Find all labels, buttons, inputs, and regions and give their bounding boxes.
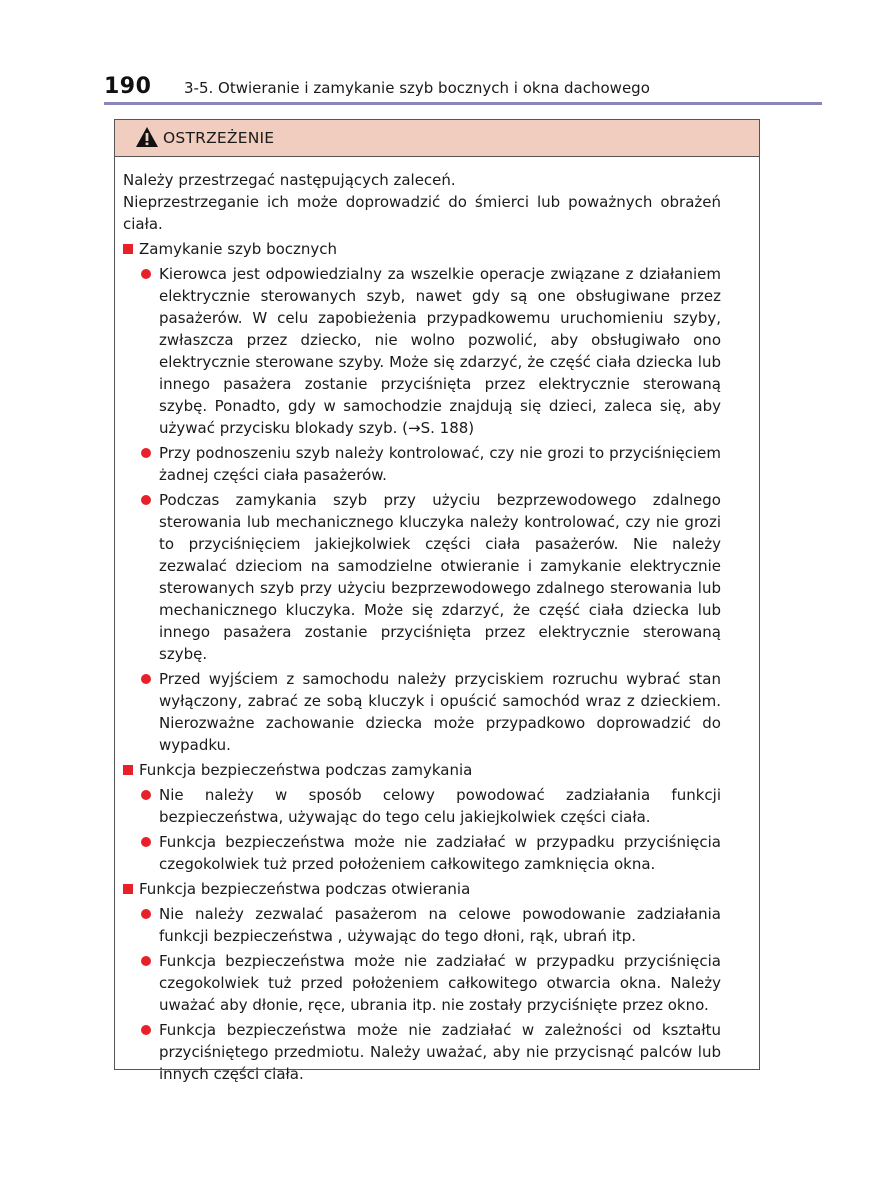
header-rule — [104, 102, 822, 105]
red-dot-icon — [141, 269, 151, 279]
section-heading: Zamykanie szyb bocznych — [123, 238, 721, 260]
section-safety-opening — [123, 878, 721, 1085]
red-dot-icon — [141, 790, 151, 800]
red-dot-icon — [141, 956, 151, 966]
bullet-list — [123, 784, 721, 875]
section-heading: Funkcja bezpieczeństwa podczas otwierania — [123, 878, 721, 900]
section-title: 3-5. Otwieranie i zamykanie szyb bocznych i okna dachowego — [184, 79, 650, 97]
red-dot-icon — [141, 448, 151, 458]
warning-triangle-icon — [135, 126, 159, 148]
red-dot-icon — [141, 674, 151, 684]
red-dot-icon — [141, 495, 151, 505]
section-safety-closing — [123, 759, 721, 875]
intro-line: Należy przestrzegać następujących zaleceń. — [123, 171, 456, 189]
section-closing-side-windows — [123, 238, 721, 756]
list-item: Podczas zamykania szyb przy użyciu bezprzewodowego zdalnego sterowania lub mechanicznego kluczyka należy kontrolować, czy nie grozi to przyciśnięciem jakiejkolwiek części ciała pasażerów. Nie należy zezwalać dzieciom na samodzielne otwieranie i zamykanie elektrycznie sterowanych szyb przy użyciu bezprzewodowego zdalnego sterowania lub mechanicznego kluczyka. Może się zdarzyć, że część ciała dziecka lub innego pasażera zostanie przyciśnięta przez elektrycznie sterowaną szybę. — [123, 489, 721, 665]
bullet-list — [123, 263, 721, 756]
list-item: Nie należy zezwalać pasażerom na celowe powodowanie zadziałania funkcji bezpieczeństwa , używając do tego dłoni, rąk, ubrań itp. — [123, 903, 721, 947]
warning-box — [114, 119, 760, 1083]
warning-title: OSTRZEŻENIE — [163, 129, 275, 147]
warning-body — [115, 157, 721, 1085]
warning-header — [115, 120, 759, 157]
list-item: Kierowca jest odpowiedzialny za wszelkie operacje związane z działaniem elektrycznie sterowanych szyb, nawet gdy są one obsługiwane przez pasażerów. W celu zapobieżenia przypadkowemu uruchomieniu szyby, zwłaszcza przez dziecko, nie wolno pozwolić, aby obsługiwało ono elektrycznie sterowane szyby. Może się zdarzyć, że część ciała dziecka lub innego pasażera zostanie przyciśnięta przez elektrycznie sterowaną szybę. Ponadto, gdy w samochodzie znajdują się dzieci, zaleca się, aby używać przycisku blokady szyb. (→S. 188) — [123, 263, 721, 439]
list-item: Funkcja bezpieczeństwa może nie zadziałać w przypadku przyciśnięcia czegokolwiek tuż przed położeniem całkowitego zamknięcia okna. — [123, 831, 721, 875]
list-item: Funkcja bezpieczeństwa może nie zadziałać w przypadku przyciśnięcia czegokolwiek tuż przed położeniem całkowitego otwarcia okna. Należy uważać aby dłonie, ręce, ubrania itp. nie zostały przyciśnięte przez okno. — [123, 950, 721, 1016]
red-square-icon — [123, 765, 133, 775]
page-number: 190 — [104, 74, 152, 99]
red-square-icon — [123, 884, 133, 894]
list-item: Funkcja bezpieczeństwa może nie zadziałać w zależności od kształtu przyciśniętego przedmiotu. Należy uważać, aby nie przycisnąć palców lub innych części ciała. — [123, 1019, 721, 1085]
red-dot-icon — [141, 1025, 151, 1035]
section-heading: Funkcja bezpieczeństwa podczas zamykania — [123, 759, 721, 781]
warning-intro — [123, 169, 721, 235]
red-square-icon — [123, 244, 133, 254]
red-dot-icon — [141, 837, 151, 847]
list-item: Przed wyjściem z samochodu należy przyciskiem rozruchu wybrać stan wyłączony, zabrać ze sobą kluczyk i opuścić samochód wraz z dzieckiem. Nierozważne zachowanie dziecka może przypadkowo doprowadzić do wypadku. — [123, 668, 721, 756]
intro-line: Nieprzestrzeganie ich może doprowadzić do śmierci lub poważnych obrażeń ciała. — [123, 193, 721, 233]
red-dot-icon — [141, 909, 151, 919]
list-item: Przy podnoszeniu szyb należy kontrolować, czy nie grozi to przyciśnięciem żadnej części ciała pasażerów. — [123, 442, 721, 486]
bullet-list — [123, 903, 721, 1085]
list-item: Nie należy w sposób celowy powodować zadziałania funkcji bezpieczeństwa, używając do tego celu jakiejkolwiek części ciała. — [123, 784, 721, 828]
